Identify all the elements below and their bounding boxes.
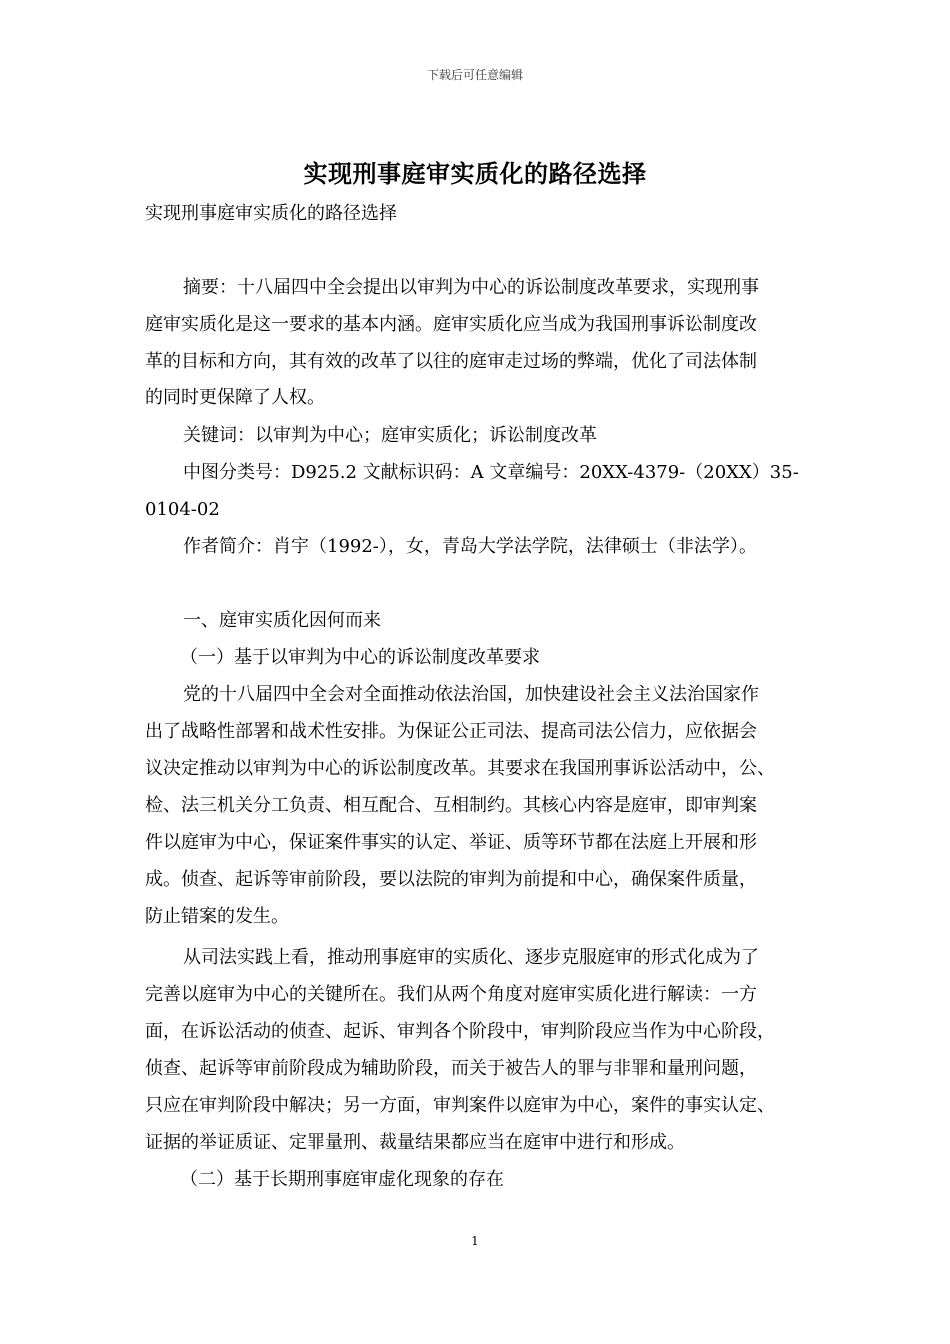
body-line: 完善以庭审为中心的关键所在。我们从两个角度对庭审实质化进行解读：一方 [145,984,757,1005]
classification-line: 0104-02 [145,499,220,520]
body-line: 出了战略性部署和战术性安排。为保证公正司法、提高司法公信力，应依据会 [145,721,757,742]
document-title: 实现刑事庭审实质化的路径选择 [303,159,647,188]
body-line: 议决定推动以审判为中心的诉讼制度改革。其要求在我国刑事诉讼活动中，公、 [145,758,775,779]
abstract-line: 摘要：十八届四中全会提出以审判为中心的诉讼制度改革要求，实现刑事 [183,277,759,298]
body-line: 证据的举证质证、定罪量刑、裁量结果都应当在庭审中进行和形成。 [145,1132,685,1153]
abstract-line: 庭审实质化是这一要求的基本内涵。庭审实质化应当成为我国刑事诉讼制度改 [145,314,757,335]
author-line: 作者简介：肖宇（1992-），女，青岛大学法学院，法律硕士（非法学）。 [183,536,757,557]
keywords-line: 关键词：以审判为中心；庭审实质化；诉讼制度改革 [183,425,597,446]
page-number: 1 [471,1234,479,1248]
body-line: 成。侦查、起诉等审前阶段，要以法院的审判为前提和中心，确保案件质量， [145,869,757,890]
abstract-line: 革的目标和方向，其有效的改革了以往的庭审走过场的弊端，优化了司法体制 [145,351,757,372]
body-line: 防止错案的发生。 [145,906,289,927]
abstract-line: 的同时更保障了人权。 [145,387,325,408]
body-line: 党的十八届四中全会对全面推动依法治国，加快建设社会主义法治国家作 [183,684,759,705]
subsection-heading: （二）基于长期刑事庭审虚化现象的存在 [180,1169,504,1190]
body-line: 侦查、起诉等审前阶段成为辅助阶段，而关于被告人的罪与非罪和量刑问题， [145,1058,757,1079]
page-header: 下载后可任意编辑 [426,68,523,82]
body-line: 件以庭审为中心，保证案件事实的认定、举证、质等环节都在法庭上开展和形 [145,832,757,853]
body-line: 检、法三机关分工负责、相互配合、互相制约。其核心内容是庭审，即审判案 [145,795,757,816]
body-line: 面，在诉讼活动的侦查、起诉、审判各个阶段中，审判阶段应当作为中心阶段， [145,1021,775,1042]
subtitle-line: 实现刑事庭审实质化的路径选择 [145,203,397,224]
body-line: 只应在审判阶段中解决；另一方面，审判案件以庭审为中心，案件的事实认定、 [145,1095,775,1116]
section-heading: 一、庭审实质化因何而来 [183,610,381,631]
body-line: 从司法实践上看，推动刑事庭审的实质化、逐步克服庭审的形式化成为了 [183,947,759,968]
classification-line: 中图分类号：D925.2 文献标识码：A 文章编号：20XX-4379-（20XX）35- [183,462,799,483]
subsection-heading: （一）基于以审判为中心的诉讼制度改革要求 [180,647,540,668]
